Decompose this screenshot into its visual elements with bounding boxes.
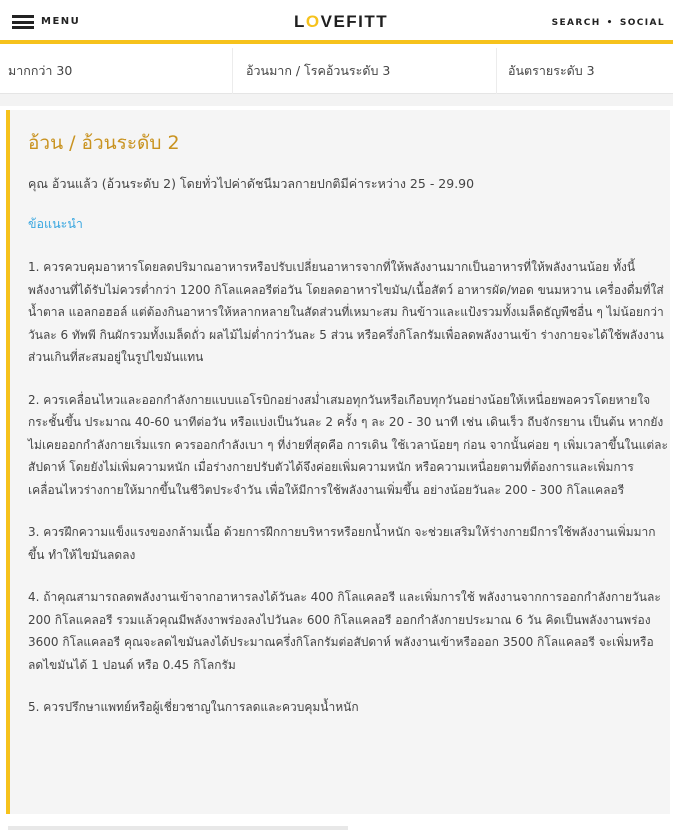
- bmi-category-cell: อ้วนมาก / โรคอ้วนระดับ 3: [246, 63, 391, 78]
- top-header: [0, 0, 673, 44]
- bmi-table-row: [0, 48, 673, 94]
- header-separator: •: [606, 18, 614, 28]
- site-logo[interactable]: LOVEFITT: [294, 12, 389, 31]
- bmi-value-cell: มากกว่า 30: [8, 63, 73, 78]
- result-title: อ้วน / อ้วนระดับ 2: [28, 132, 180, 154]
- risk-level-cell: อันตรายระดับ 3: [508, 63, 595, 78]
- advice-item: 4. ถ้าคุณสามารถลดพลังงานเข้าจากอาหารลงได้วันละ 400 กิโลแคลอรี และเพิ่มการใช้ พลังงานจากการออกกำลังกายวันละ 200 กิโลแคลอรี รวมแล้วคุณมีพลังงาพร่องลงไปวันละ 600 กิโลแคลอรี ออกกำลังกายประมาณ 6 วัน คิดเป็นพลังงานพร่อง 3600 กิโลแคลอรี คุณจะลดไขมันลงได้ประมาณครึ่งกิโลกรัมต่อสัปดาห์ พลังงานเข้าหรือออก 3500 กิโลแคลอรี จะเพิ่มหรือลดไขมันได้ 1 ปอนด์ หรือ 0.45 กิโลกรัม: [28, 590, 661, 672]
- menu-icon[interactable]: [12, 15, 34, 29]
- advice-item: 2. ควรเคลื่อนไหวและออกกำลังกายแบบแอโรบิกอย่างสม่ำเสมอทุกวันหรือเกือบทุกวันอย่างน้อยให้เหนื่อยพอควรโดยหายใจกระชั้นขึ้น ประมาณ 40-60 นาทีต่อวัน หรือแบ่งเป็นวันละ 2 ครั้ง ๆ ละ 20 - 30 นาที เช่น เดินเร็ว ถีบจักรยาน เป็นต้น หากยังไม่เคยออกกำลังกายเริ่มแรก ควรออกกำลังเบา ๆ ที่ง่ายที่สุดคือ การเดิน ใช้เวลาน้อยๆ ก่อน จากนั้นค่อย ๆ เพิ่มเวลาขึ้นในแต่ละสัปดาห์ โดยยังไม่เพิ่มความหนัก เมื่อร่างกายปรับตัวได้จึงค่อยเพิ่มความหนัก หรือความเหนื่อยตามที่ต้องการและเพิ่มการเคลื่อนไหวร่างกายให้มากขึ้นในชีวิตประจำวัน เพื่อให้มีการใช้พลังงานเพิ่มขึ้น อย่างน้อยวันละ 200 - 300 กิโลแคลอรี: [28, 392, 668, 497]
- social-link[interactable]: SOCIAL: [619, 18, 665, 28]
- menu-button[interactable]: MENU: [41, 16, 81, 27]
- advice-item: 5. ควรปรึกษาแพทย์หรือผู้เชี่ยวชาญในการลดและควบคุมน้ำหนัก: [28, 700, 359, 714]
- header-links: [552, 18, 665, 28]
- advice-heading: ข้อแนะนำ: [28, 216, 83, 231]
- advice-list: [28, 256, 668, 739]
- bmi-result-panel: [6, 110, 670, 814]
- advice-item: 1. ควรควบคุมอาหารโดยลดปริมาณอาหารหรือปรับเปลี่ยนอาหารจากที่ให้พลังงานมากเป็นอาหารที่ให้พลังงานน้อย ทั้งนี้พลังงานที่ได้รับไม่ควรต่ำกว่า 1200 กิโลแคลอรีต่อวัน โดยลดอาหารไขมัน/เนื้อสัตว์ อาหารผัด/ทอด ขนมหวาน เครื่องดื่มที่ใส่น้ำตาล แอลกอฮอล์ แต่ต้องกินอาหารให้หลากหลายในสัดส่วนที่เหมาะสม กินข้าวและแป้งรวมทั้งเมล็ดธัญพืชอื่น ๆ ไม่น้อยกว่าวันละ 6 ทัพพี กินผักรวมทั้งเมล็ดถั่ว ผลไม้ไม่ต่ำกว่าวันละ 5 ส่วน หรือครึ่งกิโลกรัมเพื่อลดพลังงานเข้า ร่างกายจะได้ใช้พลังงานส่วนเกินที่สะสมอยู่ในรูปไขมันแทน: [28, 260, 664, 364]
- next-content-hint: [0, 824, 673, 838]
- column-divider: [496, 48, 497, 94]
- search-link[interactable]: SEARCH: [551, 18, 601, 28]
- column-divider: [232, 48, 233, 94]
- section-divider: [0, 94, 673, 106]
- advice-item: 3. ควรฝึกความแข็งแรงของกล้ามเนื้อ ด้วยการฝึกกายบริหารหรือยกน้ำหนัก จะช่วยเสริมให้ร่างกายมีการใช้พลังงานเพิ่มมากขึ้น ทำให้ไขมันลดลง: [28, 525, 656, 562]
- result-intro: คุณ อ้วนแล้ว (อ้วนระดับ 2) โดยทั่วไปค่าดัชนีมวลกายปกติมีค่าระหว่าง 25 - 29.90: [28, 176, 475, 191]
